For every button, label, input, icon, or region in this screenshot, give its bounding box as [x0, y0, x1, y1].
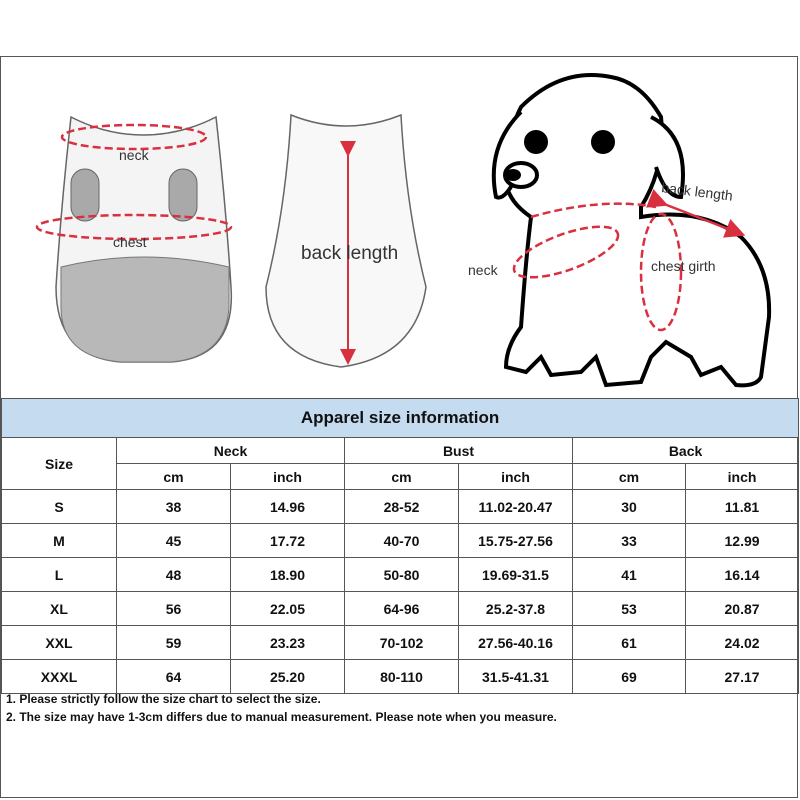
- table-cell: 64: [117, 660, 231, 694]
- group-header-bust: Bust: [345, 438, 573, 464]
- size-table: [1, 398, 799, 694]
- table-cell: 16.14: [686, 558, 799, 592]
- vest-neck-label: neck: [119, 147, 149, 163]
- table-cell: 33: [573, 524, 686, 558]
- table-cell: 15.75-27.56: [459, 524, 573, 558]
- table-cell: 31.5-41.31: [459, 660, 573, 694]
- group-header-back: Back: [573, 438, 799, 464]
- table-cell: 80-110: [345, 660, 459, 694]
- size-cell: XXXL: [2, 660, 117, 694]
- table-title: Apparel size information: [2, 399, 799, 438]
- size-cell: XL: [2, 592, 117, 626]
- table-cell: 56: [117, 592, 231, 626]
- table-row: [2, 626, 799, 660]
- unit-header: inch: [686, 464, 799, 490]
- size-cell: XXL: [2, 626, 117, 660]
- table-cell: 38: [117, 490, 231, 524]
- table-cell: 25.20: [231, 660, 345, 694]
- table-cell: 14.96: [231, 490, 345, 524]
- table-cell: 18.90: [231, 558, 345, 592]
- table-row: [2, 592, 799, 626]
- table-cell: 11.02-20.47: [459, 490, 573, 524]
- table-cell: 41: [573, 558, 686, 592]
- unit-header: cm: [117, 464, 231, 490]
- note-line: 2. The size may have 1-3cm differs due to manual measurement. Please note when you measure.: [6, 710, 557, 724]
- table-cell: 64-96: [345, 592, 459, 626]
- table-cell: 50-80: [345, 558, 459, 592]
- unit-header: cm: [573, 464, 686, 490]
- unit-header: inch: [231, 464, 345, 490]
- back-vest-drawing: [266, 115, 426, 367]
- table-row: [2, 490, 799, 524]
- unit-header: cm: [345, 464, 459, 490]
- table-cell: 28-52: [345, 490, 459, 524]
- group-header-neck: Neck: [117, 438, 345, 464]
- table-cell: 22.05: [231, 592, 345, 626]
- table-cell: 25.2-37.8: [459, 592, 573, 626]
- table-cell: 11.81: [686, 490, 799, 524]
- table-cell: 59: [117, 626, 231, 660]
- measurement-illustration: [1, 57, 798, 397]
- size-header: Size: [2, 438, 117, 490]
- table-cell: 48: [117, 558, 231, 592]
- dog-back-length-label: back length: [660, 179, 734, 204]
- table-cell: 24.02: [686, 626, 799, 660]
- table-cell: 12.99: [686, 524, 799, 558]
- table-cell: 40-70: [345, 524, 459, 558]
- table-cell: 17.72: [231, 524, 345, 558]
- table-cell: 23.23: [231, 626, 345, 660]
- table-cell: 70-102: [345, 626, 459, 660]
- table-cell: 20.87: [686, 592, 799, 626]
- dog-drawing: [494, 75, 769, 385]
- size-cell: M: [2, 524, 117, 558]
- front-vest-drawing: [37, 117, 231, 362]
- dog-neck-label: neck: [468, 262, 498, 278]
- table-row: [2, 660, 799, 694]
- vest-chest-label: chest: [113, 234, 147, 250]
- unit-header: inch: [459, 464, 573, 490]
- dog-chest-girth-label: chest girth: [651, 258, 716, 274]
- table-cell: 19.69-31.5: [459, 558, 573, 592]
- table-cell: 45: [117, 524, 231, 558]
- table-row: [2, 524, 799, 558]
- table-cell: 53: [573, 592, 686, 626]
- notes: [6, 690, 557, 726]
- back-length-label: back length: [301, 243, 399, 264]
- table-cell: 27.56-40.16: [459, 626, 573, 660]
- table-cell: 61: [573, 626, 686, 660]
- table-row: [2, 558, 799, 592]
- table-cell: 30: [573, 490, 686, 524]
- size-cell: L: [2, 558, 117, 592]
- size-cell: S: [2, 490, 117, 524]
- table-cell: 27.17: [686, 660, 799, 694]
- table-cell: 69: [573, 660, 686, 694]
- note-line: 1. Please strictly follow the size chart to select the size.: [6, 692, 321, 706]
